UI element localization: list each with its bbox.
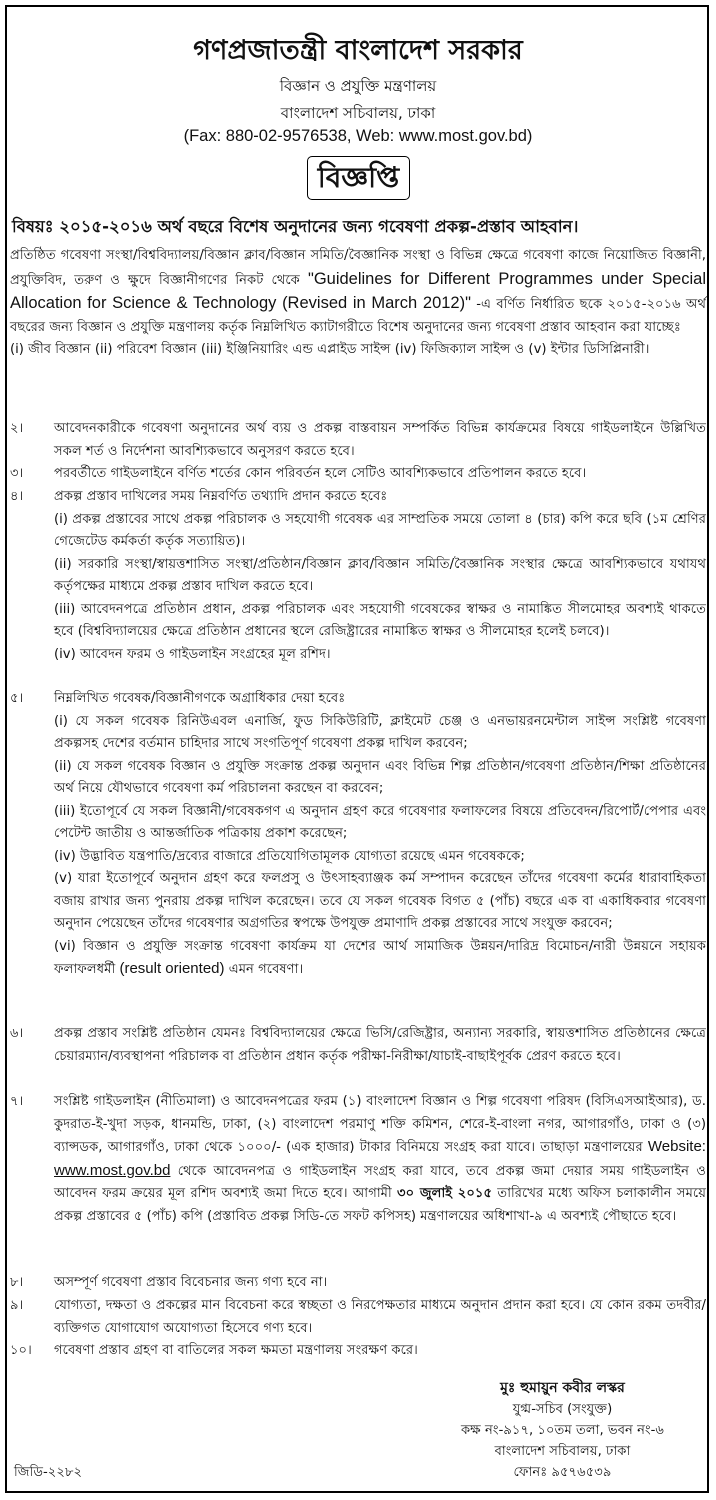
list-item-8 <box>10 1272 706 1295</box>
item-text: পরবর্তীতে গাইডলাইনে বর্ণিত শর্তের কোন পরিবর্তন হলে সেটিও আবশ্যিকভাবে প্রতিপালন করতে হবে। <box>54 466 587 481</box>
sub-item: (v) যারা ইতোপূর্বে অনুদান গ্রহণ করে ফলপ্রসু ও উৎসাহব্যাঞ্জক কর্ম সম্পাদন করেছেন তাঁদের গবেষণা কর্মের ধারাবাহিকতা বজায় রাখার জন্য পুনরায় প্রকল্প দাখিল করেছেন। তবে যে সকল গবেষক বিগত ৫ (পাঁচ) বছরে এক বা একাধিকবার গবেষণা অনুদান পেয়েছেন তাঁদের গবেষণার অগ্রগতির স্বপক্ষে উপযুক্ত প্রমাণাদি প্রকল্প প্রস্তাবের সাথে সংযুক্ত করবেন; <box>54 871 706 931</box>
item-text-part: তারিখের মধ্যে অফিস চলাকালীন সময়ে প্রকল্প প্রস্তাবের ৫ (পাঁচ) কপি (প্রস্তাবিত প্রকল্প সিডি-তে সফট কপিসহ) মন্ত্রণালয়ের অধিশাখা-৯ এ অবশ্যই পৌছাতে হবে। <box>54 1186 706 1224</box>
list-item-10 <box>10 1340 706 1363</box>
list-item-5 <box>10 688 706 982</box>
subject-line: বিষয়ঃ ২০১৫-২০১৬ অর্থ বছরে বিশেষ অনুদানের জন্য গবেষণা প্রকল্প-প্রস্তাব আহবান। <box>12 217 579 236</box>
item-heading: নিম্নলিখিত গবেষক/বিজ্ঞানীগণকে অগ্রাধিকার দেয়া হবেঃ <box>54 691 346 706</box>
sub-item-text: এমন গবেষণা। <box>228 962 304 977</box>
item-number: ১০। <box>10 1343 32 1358</box>
list-item-9 <box>10 1295 706 1340</box>
sub-item <box>54 936 706 982</box>
intro-text-1: প্রতিষ্ঠিত গবেষণা সংস্থা/বিশ্ববিদ্যালয়/বিজ্ঞান ক্লাব/বিজ্ঞান সমিতি/বৈজ্ঞানিক সংস্থা ও বিভিন্ন ক্ষেত্রে গবেষণা কাজে নিয়োজিত বিজ্ঞানী, প্রযুক্তিবিদ, তরুণ ও ক্ষুদে বিজ্ঞানীগণের নিকট থেকে <box>10 248 706 288</box>
item-text <box>54 688 706 982</box>
item-heading: প্রকল্প প্রস্তাব দাখিলের সময় নিম্নবর্ণিত তথ্যাদি প্রদান করতে হবেঃ <box>54 489 388 504</box>
item-text <box>54 486 706 666</box>
item-text <box>54 1091 706 1228</box>
intro-text-2: -এ বর্ণিত নির্ধারিত ছকে ২০১৫-২০১৬ অর্থ বছরের জন্য বিজ্ঞান ও প্রযুক্তি মন্ত্রণালয় কর্তৃক নিম্নলিখিত ক্যাটাগরীতে বিশেষ অনুদানের জন্য গবেষণা প্রস্তাব আহবান করা যাচ্ছেঃ <box>10 297 707 335</box>
item-text: অসম্পূর্ণ গবেষণা প্রস্তাব বিবেচনার জন্য গণ্য হবে না। <box>54 1275 328 1290</box>
sub-item: (ii) যে সকল গবেষক বিজ্ঞান ও প্রযুক্তি সংক্রান্ত প্রকল্প অনুদান এবং বিভিন্ন শিল্প প্রতিষ্ঠান/গবেষণা প্রতিষ্ঠান/শিক্ষা প্রতিষ্ঠানের অর্থ নিয়ে যৌথভাবে গবেষণা কর্ম পরিচালনা করছেন বা করবেন; <box>54 758 706 796</box>
deadline-date: ৩০ জুলাই ২০১৫ <box>397 1186 493 1201</box>
guideline-title: "Guidelines for Different Programmes under Special Allocation for Science & Technology (Revised in March 2012)" <box>10 269 706 312</box>
item-text: যোগ্যতা, দক্ষতা ও প্রকল্পের মান বিবেচনা করে স্বচ্ছতা ও নিরপেক্ষতার মাধ্যমে অনুদান প্রদান করা হবে। যে কোন রকম তদবীর/ব্যক্তিগত যোগাযোগ অযোগ্যতা হিসেবে গণ্য হবে। <box>54 1298 706 1336</box>
sub-item: (i) যে সকল গবেষক রিনিউএবল এনার্জি, ফুড সিকিউরিটি, ক্লাইমেট চেঞ্জ ও এনভায়রনমেন্টাল সাইন্স সংশ্লিষ্ট গবেষণা প্রকল্পসহ দেশের বর্তমান চাহিদার সাথে সংগতিপূর্ণ গবেষণা প্রকল্প দাখিল করবেন; <box>54 713 706 751</box>
sub-item: (iii) আবেদনপত্রে প্রতিষ্ঠান প্রধান, প্রকল্প পরিচালক এবং সহযোগী গবেষকের স্বাক্ষর ও নামাঙ্কিত সীলমোহর অবশ্যই থাকতে হবে (বিশ্ববিদ্যালয়ের ক্ষেত্রে প্রতিষ্ঠান প্রধানের স্থলে রেজিষ্ট্রারের নামাঙ্কিত স্বাক্ষর ও সীলমোহর হলেই চলবে)। <box>54 601 706 639</box>
item-text-part: থেকে আবেদনপত্র ও গাইডলাইন সংগ্রহ করা যাবে, তবে প্রকল্প জমা দেয়ার সময় গাইডলাইন ও আবেদন ফরম ক্রয়ের মূল রশিদ অবশ্যই জমা দিতে হবে। আগামী <box>54 1163 706 1201</box>
signature-block <box>461 1378 664 1483</box>
sub-item: (i) প্রকল্প প্রস্তাবের সাথে প্রকল্প পরিচালক ও সহযোগী গবেষক এর সাম্প্রতিক সময়ে তোলা ৪ (চার) কপি করে ছবি (১ম শ্রেণির গেজেটেড কর্মকর্তা কর্তৃক সত্যায়িত)। <box>54 511 706 549</box>
sub-item-text: (vi) বিজ্ঞান ও প্রযুক্তি সংক্রান্ত গবেষণা কার্যক্রম যা দেশের আর্থ সামাজিক উন্নয়ন/দারিদ্র বিমোচন/নারী উন্নয়নে সহায়ক ফলাফলধর্মী <box>54 938 706 977</box>
signatory-name: মুঃ হুমায়ুন কবীর লস্কর <box>500 1380 625 1396</box>
item-text: গবেষণা প্রস্তাব গ্রহণ বা বাতিলের সকল ক্ষমতা মন্ত্রণালয় সংরক্ষণ করে। <box>54 1343 418 1358</box>
sub-item: (iii) ইতোপূর্বে যে সকল বিজ্ঞানী/গবেষকগণ এ অনুদান গ্রহণ করে গবেষণার ফলাফলের বিষয়ে প্রতিবেদন/রিপোর্ট/পেপার এবং পেটেন্ট জাতীয় ও আন্তর্জাতিক পত্রিকায় প্রকাশ করেছেন; <box>54 803 706 841</box>
signatory-place: বাংলাদেশ সচিবালয়, ঢাকা <box>494 1444 631 1459</box>
item-text: আবেদনকারীকে গবেষণা অনুদানের অর্থ ব্যয় ও প্রকল্প বাস্তবায়ন সম্পর্কিত বিভিন্ন কার্যক্রমের বিষয়ে গাইডলাইনে উল্লিখিত সকল শর্ত ও নির্দেশনা আবশ্যিকভাবে অনুসরণ করতে হবে। <box>54 421 706 459</box>
item-text: প্রকল্প প্রস্তাব সংশ্লিষ্ট প্রতিষ্ঠান যেমনঃ বিশ্ববিদ্যালয়ের ক্ষেত্রে ভিসি/রেজিষ্ট্রার, অন্যান্য সরকারি, স্বায়ত্তশাসিত প্রতিষ্ঠানের ক্ষেত্রে চেয়ারম্যান/ব্যবস্থাপনা পরিচালক বা প্রতিষ্ঠান প্রধান কর্তৃক পরীক্ষা-নিরীক্ষা/যাচাই-বাছাইপূর্বক প্রেরণ করতে হবে। <box>54 1026 706 1064</box>
item-number: ৮। <box>10 1275 24 1290</box>
item-number: ৪। <box>10 489 24 504</box>
government-title: গণপ্রজাতন্ত্রী বাংলাদেশ সরকার <box>193 35 523 66</box>
sub-item: (ii) সরকারি সংস্থা/স্বায়ত্তশাসিত সংস্থা/প্রতিষ্ঠান/বিজ্ঞান ক্লাব/বিজ্ঞান সমিতি/বৈজ্ঞানিক সংস্থার ক্ষেত্রে আবশ্যিকভাবে যথাযথ কর্তৃপক্ষের মাধ্যমে প্রকল্প প্রস্তাব দাখিল করতে হবে। <box>54 556 706 594</box>
item-number: ২। <box>10 421 24 436</box>
gd-number: জিডি-২২৮২ <box>14 1465 83 1480</box>
category-list: (i) জীব বিজ্ঞান (ii) পরিবেশ বিজ্ঞান (iii) ইঞ্জিনিয়ারিং এন্ড এপ্লাইড সাইন্স (iv) ফিজিক্যাল সাইন্স ও (v) ইন্টার ডিসিপ্লিনারী। <box>10 342 650 357</box>
sub-item: (iv) আবেদন ফরম ও গাইডলাইন সংগ্রহের মূল রশিদ। <box>54 646 331 662</box>
contact-info: (Fax: 880-02-9576538, Web: www.most.gov.bd) <box>183 127 533 145</box>
sub-item: (iv) উদ্ভাবিত যন্ত্রপাতি/দ্রব্যের বাজারে প্রতিযোগিতামূলক যোগ্যতা রয়েছে এমন গবেষককে; <box>54 848 525 864</box>
intro-paragraph <box>10 245 706 362</box>
signatory-room: কক্ষ নং-৯১৭, ১০তম তলা, ভবন নং-৬ <box>460 1423 664 1438</box>
list-item-6 <box>10 1023 706 1068</box>
website-label: Website: <box>647 1138 706 1155</box>
item-number: ৭। <box>10 1094 24 1109</box>
signatory-designation: যুগ্ম-সচিব (সংযুক্ত) <box>512 1402 613 1417</box>
item-number: ৬। <box>10 1026 24 1041</box>
list-item-7 <box>10 1091 706 1228</box>
list-item-3 <box>10 463 706 486</box>
list-item-2 <box>10 418 706 463</box>
list-item-4 <box>10 486 706 666</box>
ministry-name: বিজ্ঞান ও প্রযুক্তি মন্ত্রণালয় <box>279 77 437 95</box>
secretariat-address: বাংলাদেশ সচিবালয়, ঢাকা <box>280 104 436 122</box>
result-oriented-label: (result oriented) <box>119 960 225 977</box>
item-number: ৯। <box>10 1298 24 1313</box>
item-text-part: সংশ্লিষ্ট গাইডলাইন (নীতিমালা) ও আবেদনপত্রের ফরম (১) বাংলাদেশ বিজ্ঞান ও শিল্প গবেষণা পরিষদ (বিসিএসআইআর), ড. কুদরাত-ই-খুদা সড়ক, ধানমন্ডি, ঢাকা, (২) বাংলাদেশ পরমাণু শক্তি কমিশন, শেরে-ই-বাংলা নগর, আগারগাঁও, ঢাকা ও (৩) ব্যান্সডক, আগারগাঁও, ঢাকা থেকে ১০০০/- (এক হাজার) টাকার বিনিময়ে সংগ্রহ করা যাবে। তাছাড়া মন্ত্রণালয়ের <box>54 1094 706 1155</box>
item-number: ৫। <box>10 691 24 706</box>
signatory-phone: ফোনঃ ৯৫৭৬৫৩৯ <box>513 1465 612 1480</box>
item-number: ৩। <box>10 466 24 481</box>
website-link[interactable]: www.most.gov.bd <box>54 1161 171 1179</box>
notice-heading: বিজ্ঞপ্তি <box>307 156 410 200</box>
